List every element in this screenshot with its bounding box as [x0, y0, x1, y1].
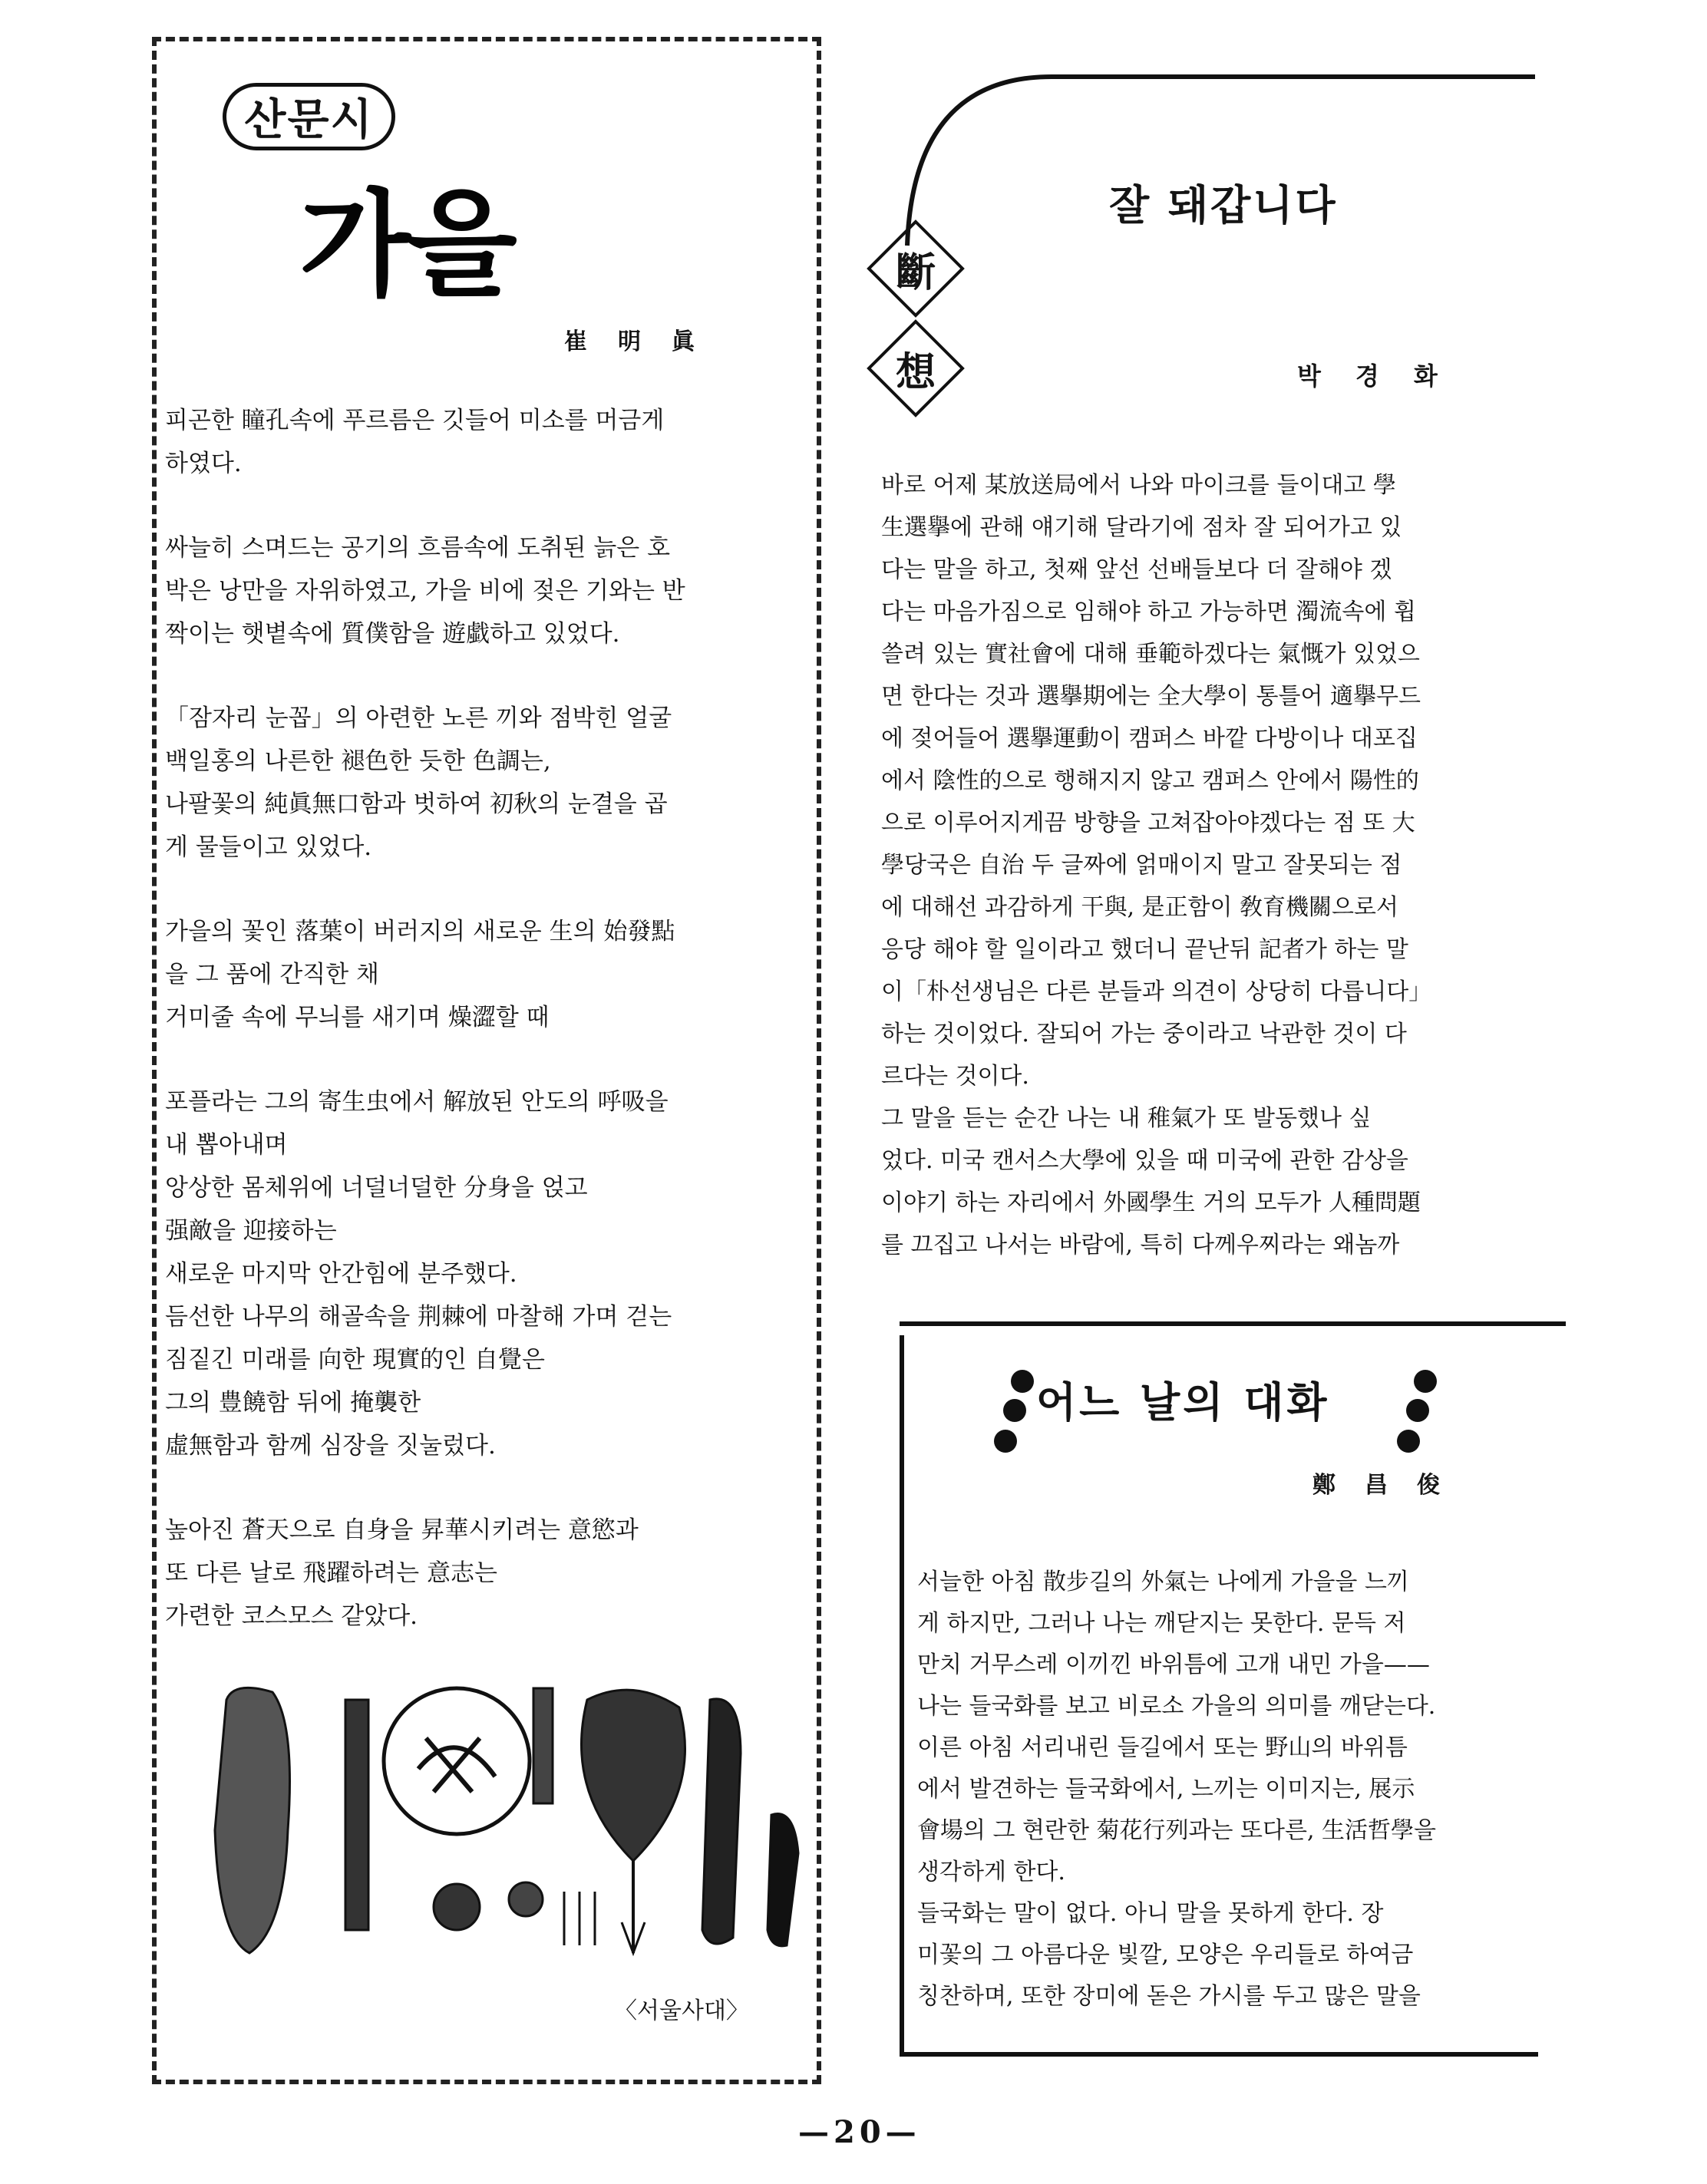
- dialogue-line: 들국화는 말이 없다. 아니 말을 못하게 한다. 장: [917, 1900, 1384, 1927]
- dialogue-line: 미꽃의 그 아름다운 빛깔, 모양은 우리들로 하여금: [917, 1942, 1414, 1968]
- poem-line: 듬선한 나무의 해골속을 荆棘에 마찰해 가며 걷는: [165, 1303, 672, 1331]
- poem-line: 게 물들이고 있었다.: [165, 833, 372, 861]
- dialogue-line: 생각하게 한다.: [917, 1859, 1065, 1885]
- essay-line: 이야기 하는 자리에서 外國學生 거의 모두가 人種問題: [881, 1189, 1421, 1216]
- poem-line: 피곤한 瞳孔속에 푸르름은 깃들어 미소를 머금게: [165, 407, 665, 434]
- poem-line: 거미줄 속에 무늬를 새기며 燥澀할 때: [165, 1004, 550, 1031]
- essay-line: 쓸려 있는 實社會에 대해 垂範하겠다는 氣慨가 있었으: [881, 641, 1420, 668]
- poem-stanza: [165, 399, 814, 485]
- essay-line: 다는 마음가짐으로 임해야 하고 가능하면 濁流속에 휩: [881, 599, 1416, 625]
- dialogue-line: 만치 거무스레 이끼낀 바위틈에 고개 내민 가을——: [917, 1651, 1430, 1678]
- essay-line: 에 대해선 과감하게 干與, 是正함이 敎育機關으로서: [881, 894, 1398, 921]
- essay-line: 면 한다는 것과 選擧期에는 全大學이 통틀어 適擧무드: [881, 683, 1421, 710]
- dialogue-line: 게 하지만, 그러나 나는 깨닫지는 못한다. 문득 저: [917, 1610, 1406, 1637]
- dialogue-line: 에서 발견하는 들국화에서, 느끼는 이미지는, 展示: [917, 1776, 1415, 1803]
- section-label-2: 想: [866, 318, 966, 418]
- poem-stanza: [165, 526, 814, 655]
- essay-line: 에서 陰性的으로 행해지지 않고 캠퍼스 안에서 陽性的: [881, 767, 1419, 794]
- essay-line: 응당 해야 할 일이라고 했더니 끝난뒤 記者가 하는 말: [881, 936, 1408, 963]
- poem-author: 崔明眞: [564, 328, 725, 355]
- poem-line: 나팔꽃의 純眞無口함과 벗하여 初秋의 눈결을 곱: [165, 790, 668, 818]
- poem-body: [165, 399, 814, 1679]
- essay-line: 이「朴선생님은 다른 분들과 의견이 상당히 다릅니다」: [881, 978, 1432, 1005]
- poem-line: 싸늘히 스며드는 공기의 흐름속에 도취된 늙은 호: [165, 534, 671, 562]
- dialogue-line: 이른 아침 서리내린 들길에서 또는 野山의 바위틈: [917, 1734, 1408, 1761]
- dialogue-body: [917, 1562, 1531, 2017]
- dialogue-line: 서늘한 아침 散步길의 外氣는 나에게 가을을 느끼: [917, 1569, 1409, 1595]
- poem-line: 짐짙긴 미래를 向한 現實的인 自覺은: [165, 1346, 545, 1374]
- poem-line: 새로운 마지막 안간힘에 분주했다.: [165, 1260, 517, 1288]
- dialogue-author: 鄭昌俊: [1312, 1472, 1469, 1499]
- poem-title: 가을: [299, 179, 513, 312]
- poem-line: 「잠자리 눈꼽」의 아련한 노른 끼와 점박힌 얼굴: [165, 704, 672, 732]
- essay-line: 하는 것이었다. 잘되어 가는 중이라고 낙관한 것이 다: [881, 1021, 1407, 1047]
- section-label-1: 斷: [866, 219, 966, 318]
- essay-line: 를 끄집고 나서는 바람에, 특히 다께우찌라는 왜놈까: [881, 1232, 1400, 1259]
- poem-line: 虛無함과 함께 심장을 짓눌렀다.: [165, 1432, 496, 1460]
- poem-line: 强敵을 迎接하는: [165, 1217, 337, 1245]
- autumn-illustration: [203, 1677, 817, 1968]
- essay-line: 에 젖어들어 選擧運動이 캠퍼스 바깥 다방이나 대포집: [881, 725, 1418, 752]
- essay-line: 르다는 것이다.: [881, 1063, 1029, 1090]
- dialogue-line: 칭찬하며, 또한 장미에 돋은 가시를 두고 많은 말을: [917, 1983, 1421, 2010]
- essay-author: 박경화: [1297, 361, 1472, 391]
- page-number: —20—: [798, 2114, 921, 2150]
- essay-body: [881, 464, 1541, 1266]
- essay-line: 으로 이루어지게끔 방향을 고쳐잡아야겠다는 점 또 大: [881, 810, 1415, 836]
- poem-stanza: [165, 1509, 814, 1638]
- poem-credit: 〈서울사대〉: [614, 1998, 749, 2024]
- dialogue-line: 나는 들국화를 보고 비로소 가을의 의미를 깨닫는다.: [917, 1693, 1436, 1720]
- essay-line: 다는 말을 하고, 첫째 앞선 선배들보다 더 잘해야 겠: [881, 556, 1392, 583]
- essay-line: 바로 어제 某放送局에서 나와 마이크를 들이대고 學: [881, 472, 1396, 499]
- poem-stanza: [165, 697, 814, 869]
- genre-label: 산문시: [223, 83, 395, 150]
- poem-line: 높아진 蒼天으로 自身을 昇華시키려는 意慾과: [165, 1516, 639, 1544]
- poem-line: 백일홍의 나른한 褪色한 듯한 色調는,: [165, 747, 551, 775]
- poem-line: 하였다.: [165, 450, 242, 477]
- poem-line: 짝이는 햇볕속에 質僕함을 遊戱하고 있었다.: [165, 620, 620, 648]
- box-top-rule: [900, 1321, 1566, 1326]
- essay-line: 學당국은 自治 두 글짜에 얽매이지 말고 잘못되는 점: [881, 852, 1402, 879]
- dialogue-title: 어느 날의 대화: [1036, 1378, 1330, 1427]
- poem-line: 가련한 코스모스 같았다.: [165, 1602, 418, 1630]
- essay-line: 生選擧에 관해 얘기해 달라기에 점차 잘 되어가고 있: [881, 514, 1402, 541]
- essay-line: 었다. 미국 캔서스大學에 있을 때 미국에 관한 감상을: [881, 1147, 1408, 1174]
- dialogue-line: 會場의 그 현란한 菊花行列과는 또다른, 生活哲學을: [917, 1817, 1436, 1844]
- poem-line: 가을의 꽃인 落葉이 버러지의 새로운 生의 始發點: [165, 918, 675, 945]
- poem-line: 또 다른 날로 飛躍하려는 意志는: [165, 1559, 497, 1587]
- poem-line: 을 그 품에 간직한 채: [165, 961, 379, 988]
- poem-line: 앙상한 몸체위에 너덜너덜한 分身을 얹고: [165, 1174, 588, 1202]
- essay-title: 잘 돼갑니다: [1109, 181, 1338, 229]
- poem-line: 그의 豊饒함 뒤에 掩襲한: [165, 1389, 421, 1417]
- essay-line: 그 말을 듣는 순간 나는 내 稚氣가 또 발동했나 싶: [881, 1105, 1372, 1132]
- poem-stanza: [165, 910, 814, 1039]
- poem-line: 포플라는 그의 寄生虫에서 解放된 안도의 呼吸을: [165, 1088, 669, 1116]
- poem-line: 내 뽑아내며: [165, 1131, 288, 1159]
- poem-line: 박은 낭만을 자위하였고, 가을 비에 젖은 기와는 반: [165, 577, 685, 605]
- poem-stanza: [165, 1080, 814, 1467]
